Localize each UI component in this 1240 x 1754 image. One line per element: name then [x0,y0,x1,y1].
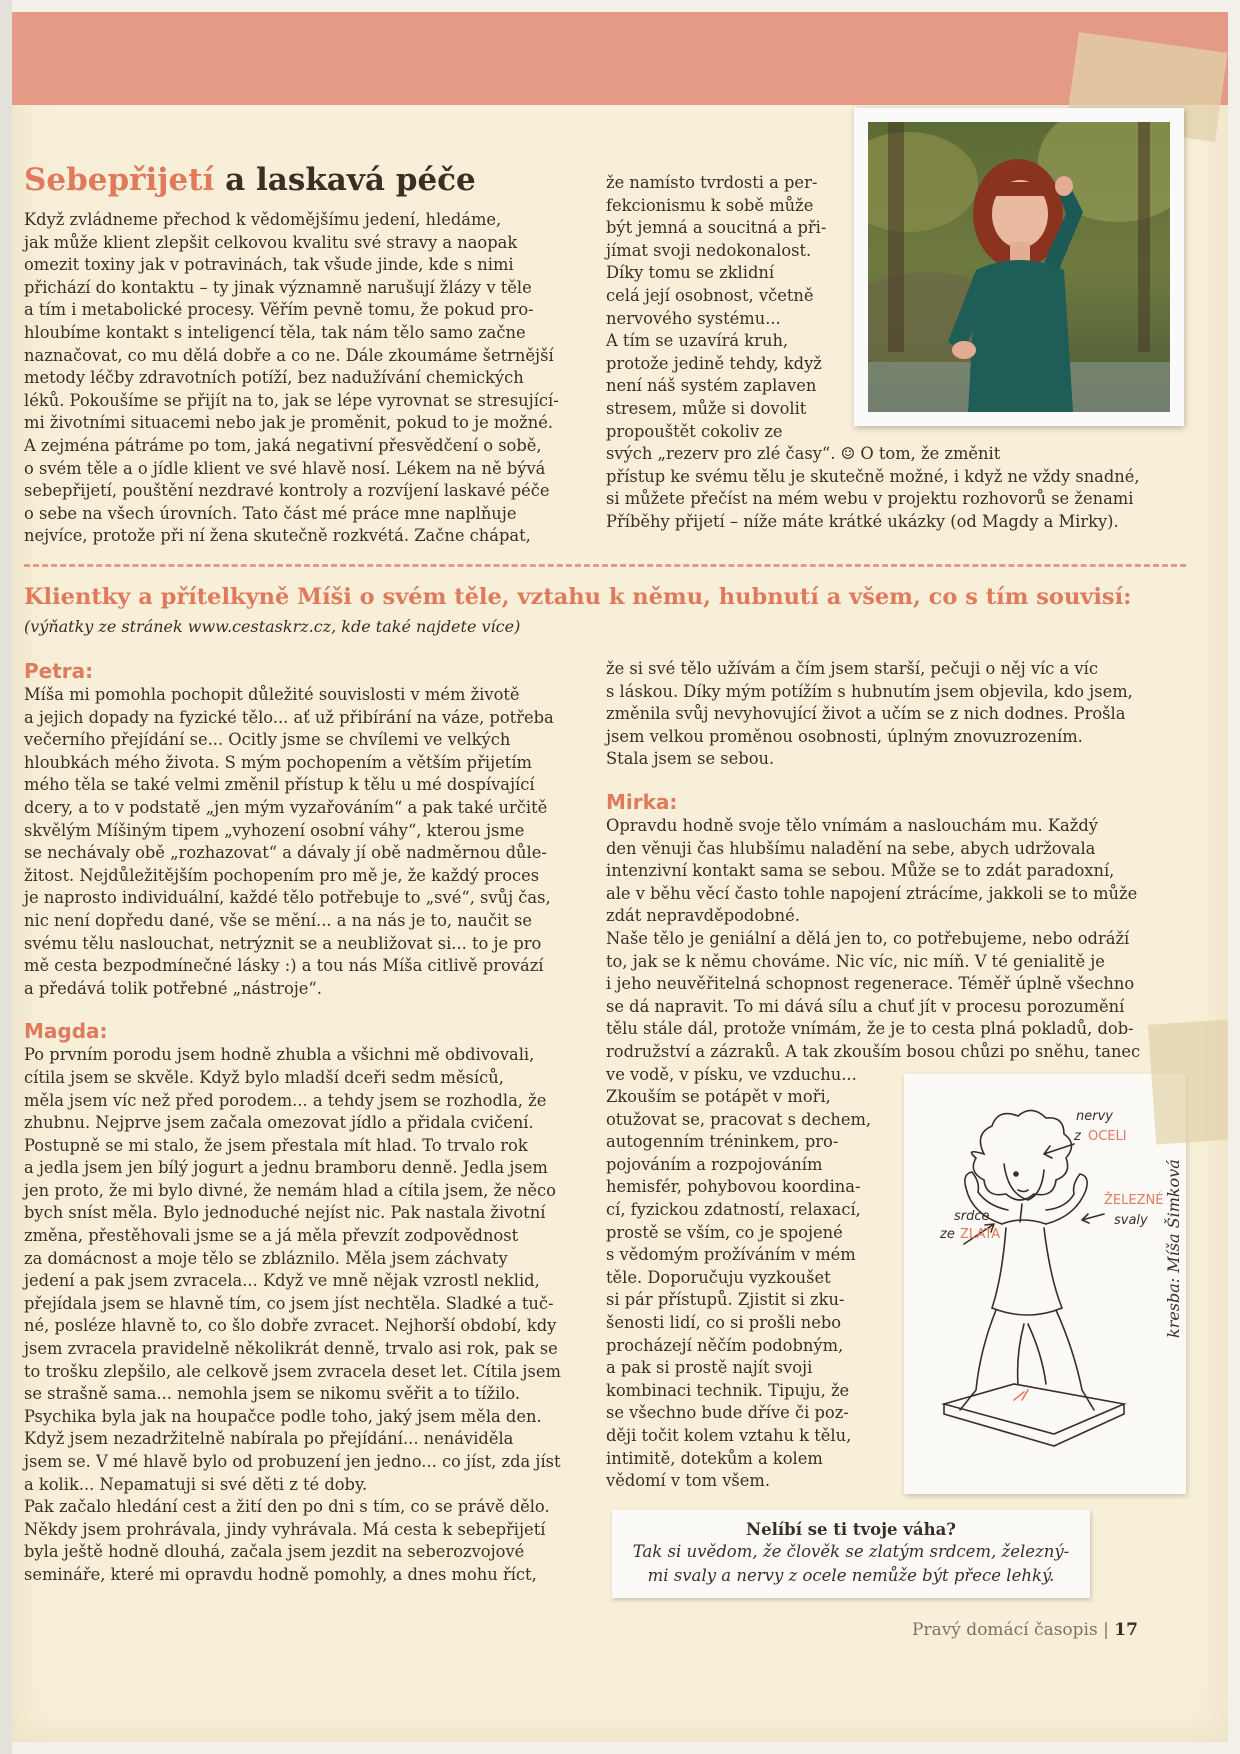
title-rest: a laskavá péče [214,162,476,198]
section-subnote: (výňatky ze stránek www.cestaskrz.cz, kde také najdete více) [24,617,521,636]
text-line: není náš systém zaplaven [606,376,817,396]
text-line: Zkouším se potápět v moři, [606,1087,831,1107]
text-line: a jedla jsem jen bílý jogurt a jednu bramboru denně. Jedla jsem [24,1158,548,1178]
text-line: a kolik... Nepamatuji si své děti z té doby. [24,1474,368,1494]
text-line: Příběhy přijetí – níže máte krátké ukázky (od Magdy a Mirky). [606,511,1119,531]
article-title [24,162,476,198]
text-line: a pak si prostě najít svoji [606,1358,813,1378]
magazine-name: Pravý domácí časopis [912,1620,1098,1640]
text-line: jak může klient zlepšit celkovou kvalitu své stravy a naopak [24,232,518,252]
text-line: hemisfér, pohybovou koordina- [606,1177,861,1197]
text-line: prostě se vším, co je spojené [606,1222,843,1242]
text-line: Když jsem nezadržitelně nabírala po přejídání... nenáviděla [24,1429,514,1449]
tape-strip [1148,1019,1228,1144]
label-ze: ze [940,1227,955,1242]
text-line: ale v běhu věcí často tohle napojení ztrácíme, jakkoli se to může [606,883,1138,903]
label-oceli: OCELI [1088,1129,1127,1144]
text-line: pojováním a rozpojováním [606,1154,823,1174]
text-line: byla ještě hodně dlouhá, začala jsem jezdit na seberozvojové [24,1542,525,1562]
mirka-text-narrow [606,1086,896,1493]
text-line: i jeho neuvěřitelná schopnost regenerace. Téměř úplně všechno [606,974,1135,994]
intro-right-column [606,172,1186,534]
text-line: přístup ke svému tělu je skutečně možné, i když ne vždy snadné, [606,466,1140,486]
text-line: intenzivní kontakt sama se sebou. Může se to zdát paradoxní, [606,861,1115,881]
text-line: jen proto, že mi bylo divné, že nemám hlad a cítila jsem, že něco [24,1180,556,1200]
text-line: mého těla se také velmi změnil přístup k tělu u mé dospívající [24,775,535,795]
label-srdce: srdce [954,1209,990,1224]
title-accent: Sebepřijetí [24,162,215,198]
text-line: žitost. Nejdůležitějším pochopením pro mě je, že každý proces [24,865,540,885]
footer-separator: | [1097,1620,1115,1640]
text-line: semináře, které mi opravdu hodně pomohly, a dnes mohu říct, [24,1564,537,1584]
text-line: si pár přístupů. Zjistit si zku- [606,1290,845,1310]
text-line: mi životními situacemi nebo jak je proměnit, pokud to je možné. [24,413,554,433]
paragraph [606,172,1186,534]
text-line: se nechávaly obě „rozhazovat“ a dávaly jí obě nadměrnou důle- [24,843,547,863]
text-line: se dá napravit. To mi dává sílu a chuť jít v procesu porozumění [606,996,1125,1016]
text-line: těle. Doporučuju vyzkoušet [606,1267,831,1287]
text-line: léků. Pokoušíme se přijít na to, jak se lépe vyrovnat se stresující- [24,390,559,410]
text-line: být jemná a soucitná a při- [606,218,827,238]
text-line: kombinaci technik. Tipuju, že [606,1380,850,1400]
text-line: o svém těle a o jídle klient ve své hlavě nosí. Lékem na ně bývá [24,458,546,478]
text-line: a jejich dopady na fyzické tělo... ať už přibírání na váze, potřeba [24,707,554,727]
text-line: zhubnu. Nejprve jsem začala omezovat jídlo a přidala cvičení. [24,1113,534,1133]
text-line: zdát nepravděpodobné. [606,906,800,926]
text-line: jedení a pak jsem zvracela... Když ve mně nějak vzrostl neklid, [24,1271,540,1291]
text-line: si můžete přečíst na mém webu v projektu rozhovorů se ženami [606,489,1134,509]
woman-on-scale-drawing [904,1074,1186,1494]
text-line: Opravdu hodně svoje tělo vnímám a naslouchám mu. Každý [606,815,1098,835]
text-line: autogenním tréninkem, pro- [606,1132,839,1152]
text-line: omezit toxiny jak v potravinách, tak všude jinde, kde s nimi [24,255,514,275]
text-line: nejvíce, protože při ní žena skutečně rozkvétá. Začne chápat, [24,526,531,546]
text-line: je naprosto individuální, každé tělo potřebuje to „své“, svůj čas, [24,888,551,908]
name-petra: Petra: [24,659,94,683]
paragraph [24,209,584,548]
text-line: přichází do kontaktu – ty jinak významně narušují žlázy v těle [24,277,532,297]
text-line: změna, přestěhovali jsme se a já měla převzít zodpovědnost [24,1226,519,1246]
label-zlata: ZLATA [960,1227,1001,1242]
text-line: svých „rezerv pro zlé časy“. ☺ O tom, že změnit [606,444,1001,464]
text-line: stresem, může si dovolit [606,398,807,418]
text-line: Psychika byla jak na houpačce podle toho, jaký jsem měla den. [24,1406,542,1426]
text-line: měla jsem víc než před porodem... a tehdy jsem se rozhodla, že [24,1090,547,1110]
text-line: cítila jsem se skvěle. Když bylo mladší dceři sedm měsíců, [24,1067,504,1087]
callout-title: Nelíbí se ti tvoje váha? [746,1520,956,1539]
text-line: fekcionismu k sobě může [606,195,814,215]
text-line: za domácnost a moje tělo se zbláznilo. Měla jsem záchvaty [24,1248,508,1268]
label-z: z [1074,1129,1081,1144]
text-line: otužovat se, pracovat s dechem, [606,1109,872,1129]
scan-edge [0,0,12,1754]
text-line: propouštět cokoliv ze [606,421,783,441]
text-line: že si své tělo užívám a čím jsem starší, pečuji o něj víc a víc [606,659,1098,678]
testimonials-left-column [24,658,592,1587]
text-line: o sebe na všech úrovních. Tato část mé práce mne naplňuje [24,503,517,523]
text-line: A zejména pátráme po tom, jaká negativní přesvědčení o sobě, [24,435,542,455]
text-line: metody léčby zdravotních potíží, bez nadužívání chemických [24,368,524,388]
text-line: vědomí v tom všem. [606,1471,771,1491]
text-line: nic není dopředu dané, vše se mění... a na nás je to, naučit se [24,910,532,930]
text-line: bych sníst měla. Bylo jednoduché nejíst nic. Pak nastala životní [24,1203,546,1223]
text-line: jsem zvracela pravidelně několikrát denně, trvalo asi rok, pak se [24,1339,558,1359]
petra-text [24,684,592,1000]
callout-box [612,1510,1090,1598]
text-line: Pak začalo hledání cest a žití den po dni s tím, co se právě dělo. [24,1497,550,1517]
magda-text [24,1044,592,1586]
text-line: jímat svoji nedokonalost. [606,240,812,260]
label-svaly: svaly [1114,1213,1148,1228]
text-line: přejídala jsem se hlavně tím, co jsem jíst nechtěla. Sladké a tuč- [24,1293,554,1313]
text-line: Postupně se mi stalo, že jsem přestala mít hlad. To trvalo rok [24,1135,528,1155]
text-line: A tím se uzavírá kruh, [606,331,789,351]
callout-line: mi svaly a nervy z ocele nemůže být přece lehký. [647,1566,1055,1585]
text-line: tělu stále dál, protože vnímám, že je to cesta plná pokladů, dob- [606,1019,1134,1039]
text-line: s vědomým prožíváním v mém [606,1245,856,1265]
text-line: šenosti lidí, co si prošli nebo [606,1313,842,1333]
text-line: Míša mi pomohla pochopit důležité souvislosti v mém životě [24,685,520,704]
text-line: že namísto tvrdosti a per- [606,173,818,192]
intro-left-column [24,209,584,548]
text-line: večerního přejídání se... Ocitly jsme se chvílemi ve velkých [24,730,511,750]
text-line: se všechno bude dříve či poz- [606,1403,849,1423]
text-line: dcery, a to v podstatě „jen mým vyzařováním“ a pak také určitě [24,797,548,817]
page-number: 17 [1114,1620,1138,1640]
text-line: Někdy jsem prohrávala, jindy vyhrávala. Má cesta k sebepřijetí [24,1519,546,1539]
mirka-text [606,815,1184,1086]
text-line: změnila svůj nevyhovující život a učím se z nich dodnes. Prošla [606,704,1126,724]
text-line: den věnuji čas hlubšímu naladění na sebe, abych udržovala [606,838,1096,858]
dashed-divider [24,564,1186,567]
text-line: sebepřijetí, pouštění nezdravé kontroly a rozvíjení laskavé péče [24,481,550,501]
text-line: s láskou. Díky mým potížím s hubnutím jsem objevila, kdo jsem, [606,681,1133,701]
text-line: cí, fyzickou zdatností, relaxací, [606,1200,861,1220]
callout-line: Tak si uvědom, že člověk se zlatým srdcem, železný- [632,1542,1070,1561]
text-line: celá její osobnost, včetně [606,285,814,305]
label-nervy: nervy [1076,1109,1113,1124]
text-line: Když zvládneme přechod k vědomějšímu jedení, hledáme, [24,210,502,229]
name-mirka: Mirka: [606,789,678,814]
text-line: nervového systému... [606,308,781,328]
text-line: ději točit kolem vztahu k tělu, [606,1426,852,1445]
top-color-band [12,12,1228,105]
text-line: a předává tolik potřebné „nástroje“. [24,978,322,998]
text-line: skvělým Míšiným tipem „vyhození osobní váhy“, kterou jsme [24,820,525,840]
text-line: Stala jsem se sebou. [606,749,775,769]
text-line: mě cesta bezpodmínečné lásky :) a tou nás Míša citlivě provází [24,956,544,976]
text-line: Naše tělo je geniální a dělá jen to, co potřebujeme, nebo odráží [606,928,1130,948]
text-line: jsem se. V mé hlavě bylo od probuzení jen jedno... co jíst, zda jíst [24,1452,561,1471]
text-line: to, jak se k němu chováme. Nic víc, nic míň. V té genialitě je [606,951,1105,971]
magazine-page [12,12,1228,1742]
text-line: naznačovat, co mu dělá dobře a co ne. Dále zkoumáme šetrnější [24,345,554,365]
drawing-credit: kresba: Míša Šimková [1164,1159,1183,1338]
illustration-card [904,1074,1186,1494]
section-heading: Klientky a přítelkyně Míši o svém těle, vztahu k němu, hubnutí a všem, co s tím souvisí: [24,584,1132,610]
text-line: ve vodě, v písku, ve vzduchu... [606,1064,857,1084]
text-line: intimitě, dotekům a kolem [606,1448,823,1468]
text-line: svému tělu naslouchat, netrýznit se a neubližovat si... to je pro [24,933,542,953]
name-magda: Magda: [24,1019,108,1044]
text-line: to trošku zlepšilo, ale celkově jsem zvracela deset let. Cítila jsem [24,1361,561,1381]
text-line: protože jedině tehdy, když [606,353,822,373]
magda-text-continued [606,658,1184,771]
label-zelezne: ŽELEZNÉ [1104,1193,1164,1208]
text-line: hloubíme kontakt s inteligencí těla, tak nám tělo samo začne [24,322,526,342]
text-line: se strašně sama... nemohla jsem se nikomu svěřit a to tížilo. [24,1384,521,1404]
text-line: hloubkách mého života. S mým pochopením a větším přijetím [24,752,532,772]
text-line: a tím i metabolické procesy. Věřím pevně tomu, že pokud pro- [24,300,534,320]
text-line: né, posléze hlavně to, co šlo dobře zvracet. Nejhorší období, kdy [24,1316,557,1336]
text-line: Díky tomu se zklidní [606,263,775,283]
text-line: Po prvním porodu jsem hodně zhubla a všichni mě obdivovali, [24,1045,535,1065]
text-line: jsem velkou proměnou osobnosti, úplným znovuzrozením. [606,726,1083,746]
text-line: rodružství a zázraků. A tak zkouším bosou chůzi po sněhu, tanec [606,1041,1141,1061]
text-line: procházejí něčím podobným, [606,1335,844,1355]
page-footer [912,1620,1138,1640]
